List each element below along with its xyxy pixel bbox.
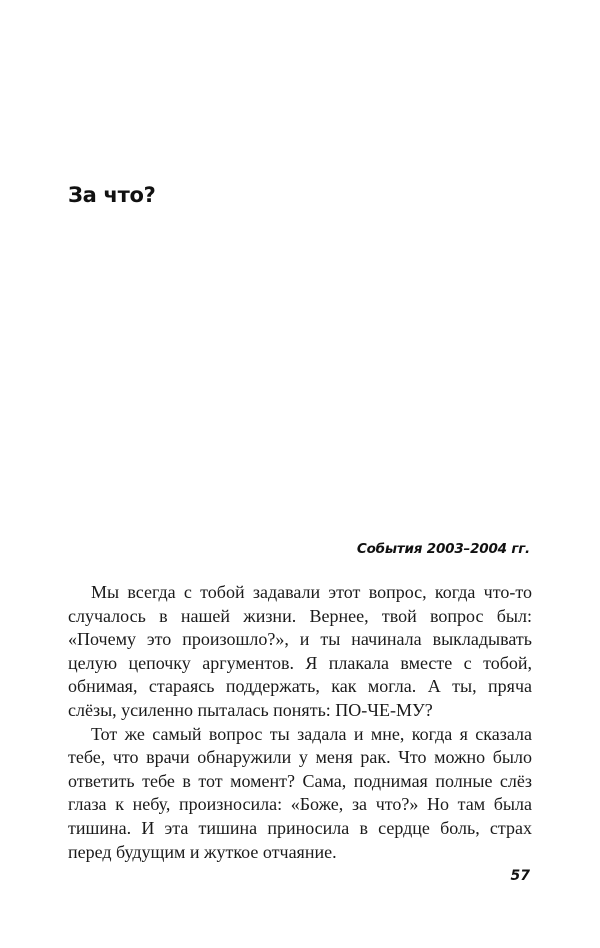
- page-number: 57: [510, 868, 530, 884]
- chapter-dateline: События 2003–2004 гг.: [356, 541, 530, 557]
- chapter-title: За что?: [68, 183, 156, 207]
- paragraph: Тот же самый вопрос ты задала и мне, когда я сказала тебе, что врачи обнаружили у меня рак. Что можно было ответить тебе в тот момент? Сама, поднимая полные слёз глаза к небу, произносила: «Боже, за что?» Но там была тишина. И эта тишина приносила в сердце боль, страх перед будущим и жуткое отчаяние.: [68, 723, 532, 862]
- body-text: [68, 581, 532, 864]
- paragraph: Мы всегда с тобой задавали этот вопрос, когда что-то случалось в нашей жизни. Вернее, твой вопрос был: «Почему это произошло?», и ты начинала выкладывать целую цепочку аргументов. Я плакала вместе с тобой, обнимая, стараясь поддержать, как могла. А ты, пряча слёзы, усиленно пыталась понять: ПО-ЧЕ-МУ?: [68, 582, 532, 720]
